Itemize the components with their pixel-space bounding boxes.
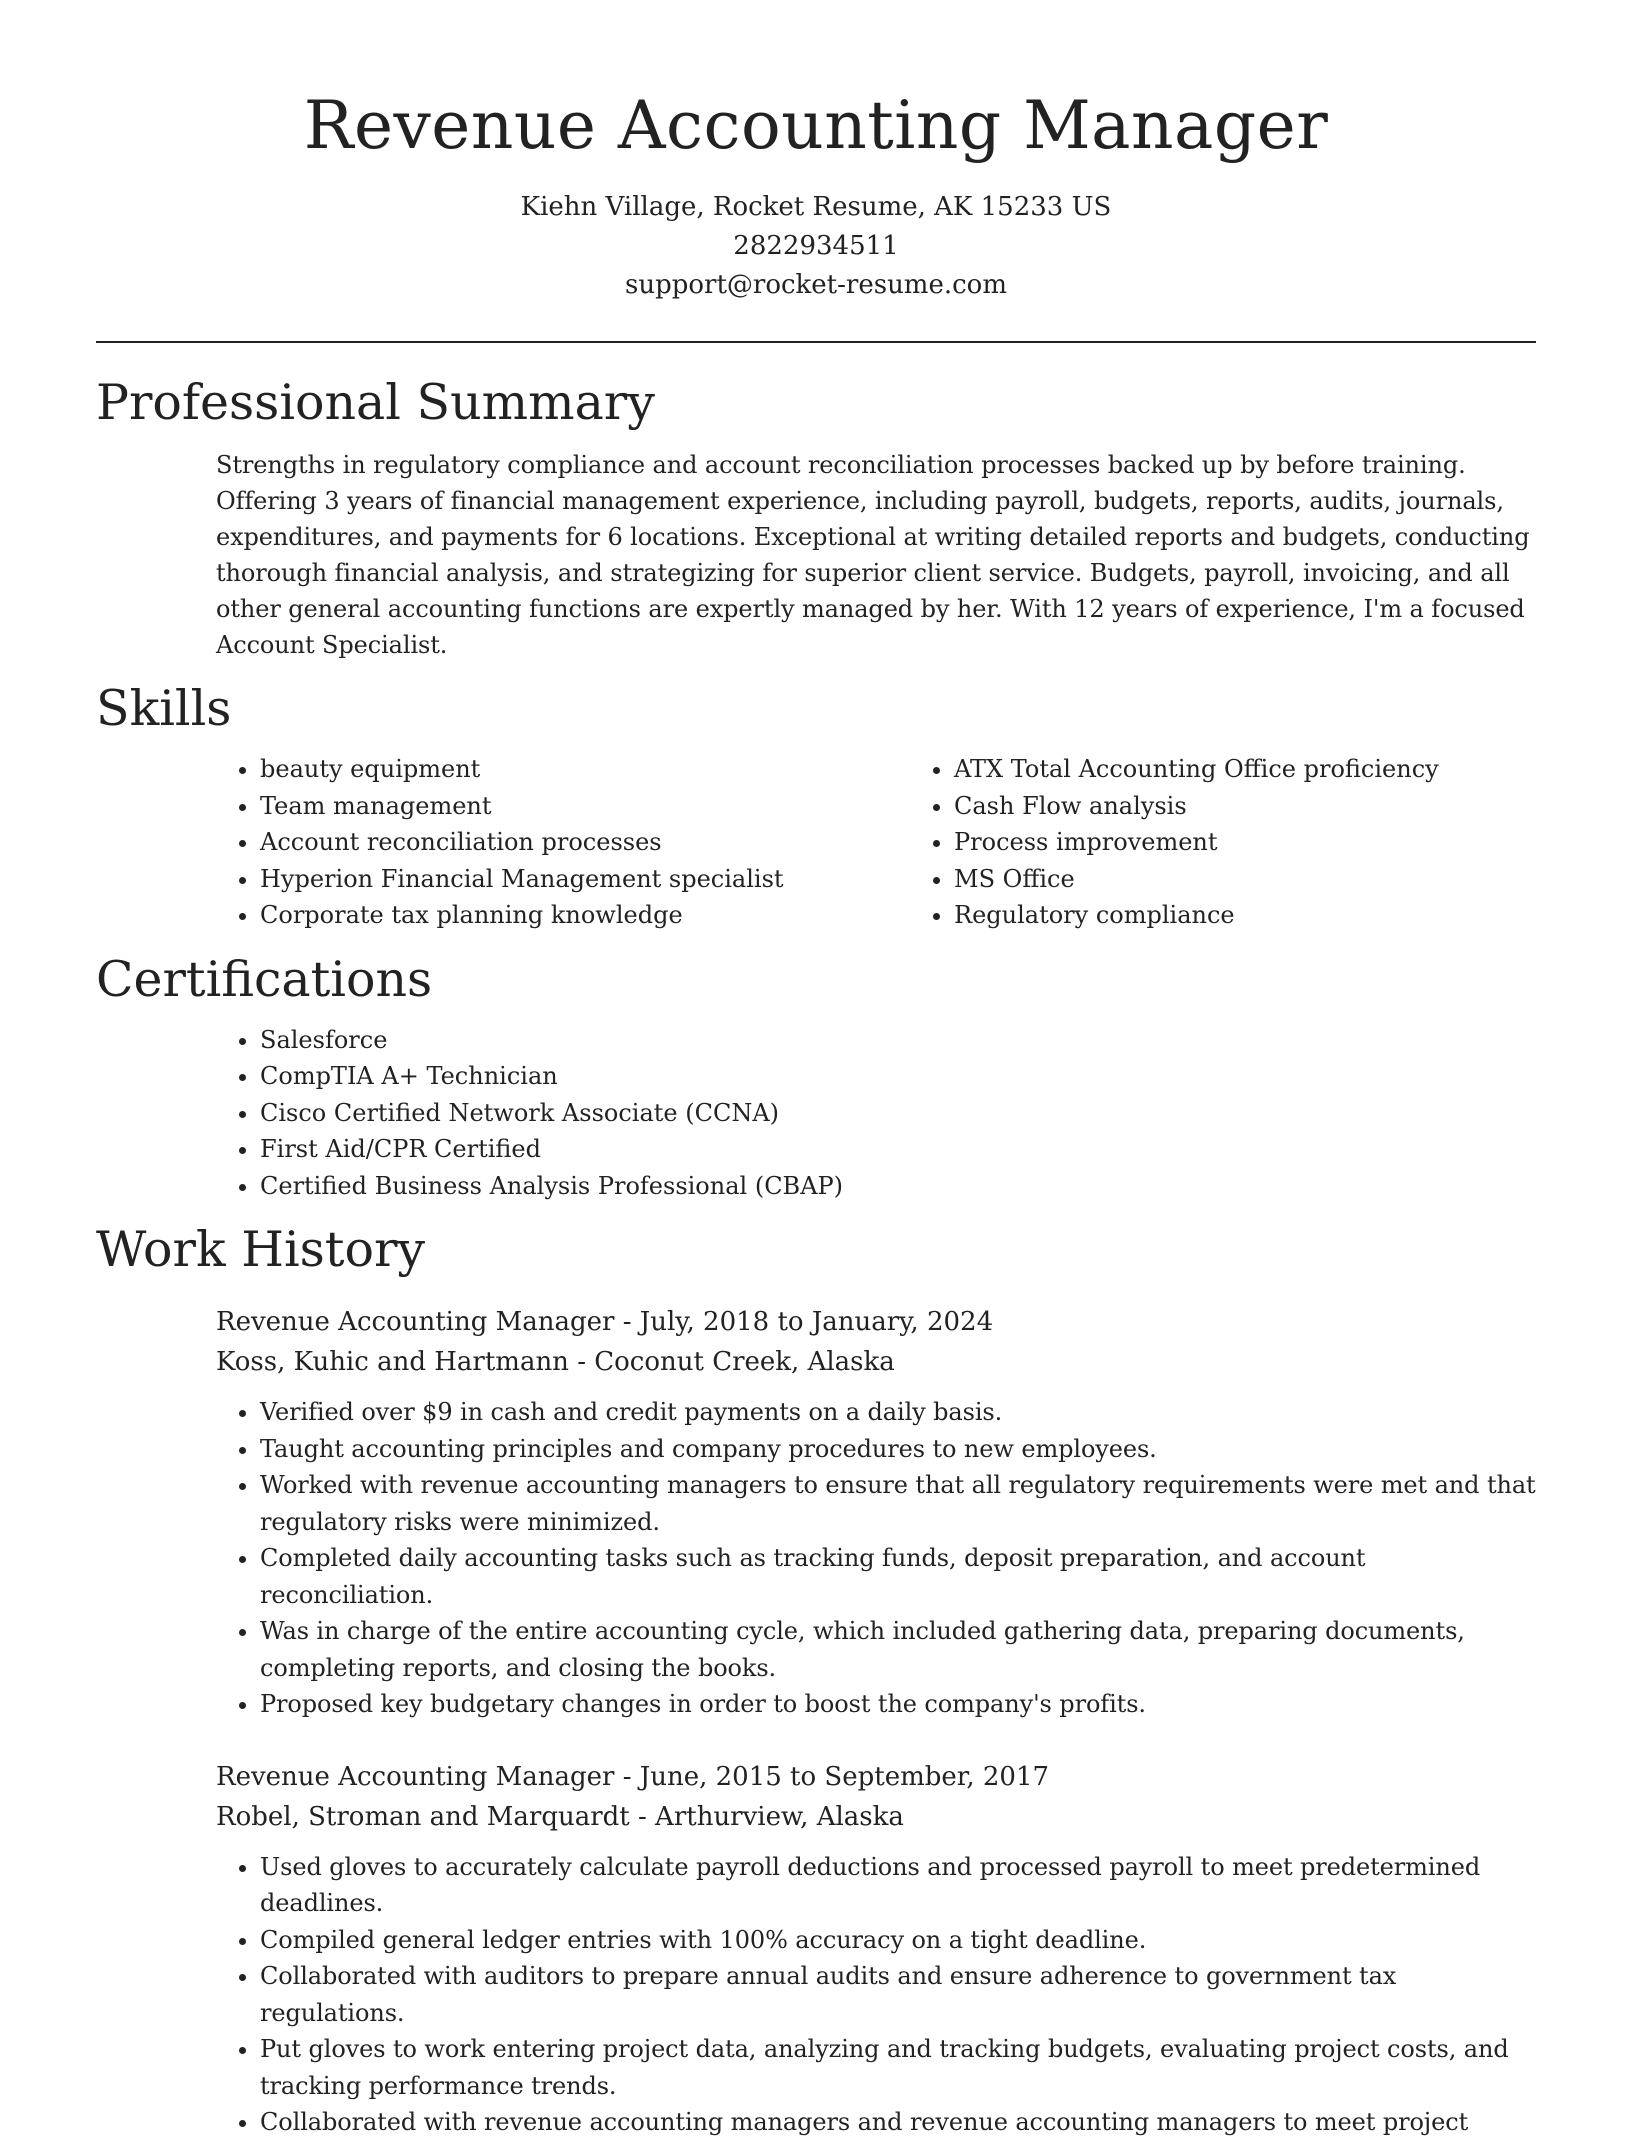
list-item: • Was in charge of the entire accounting cycle, which included gathering data, preparing documents, completing reports, and closing the books. bbox=[260, 1613, 1536, 1686]
certifications-list bbox=[216, 1022, 1536, 1205]
list-item: • beauty equipment bbox=[260, 751, 910, 788]
list-item: • Cash Flow analysis bbox=[954, 788, 1604, 825]
list-item: • Salesforce bbox=[260, 1022, 1536, 1059]
job-title-line: Revenue Accounting Manager - June, 2015 to September, 2017 bbox=[216, 1761, 1050, 1792]
list-item: • Proposed key budgetary changes in order to boost the company's profits. bbox=[260, 1686, 1536, 1723]
list-item: • Used gloves to accurately calculate payroll deductions and processed payroll to meet predetermined deadlines. bbox=[260, 1849, 1536, 1922]
contact-info bbox=[96, 188, 1536, 305]
job-title-line: Revenue Accounting Manager - July, 2018 to January, 2024 bbox=[216, 1307, 994, 1337]
list-item: • ATX Total Accounting Office proficiency bbox=[954, 751, 1604, 788]
list-item: • Collaborated with auditors to prepare annual audits and ensure adherence to government tax regulations. bbox=[260, 1958, 1536, 2031]
skills-list-left bbox=[216, 751, 910, 934]
work-history-section bbox=[96, 1218, 1536, 2141]
list-item: • Process improvement bbox=[954, 824, 1604, 861]
list-item: • Compiled general ledger entries with 100% accuracy on a tight deadline. bbox=[260, 1922, 1536, 1959]
list-item: • Put gloves to work entering project data, analyzing and tracking budgets, evaluating project costs, and tracking performance trends. bbox=[260, 2031, 1536, 2104]
list-item: • Verified over $9 in cash and credit payments on a daily basis. bbox=[260, 1394, 1536, 1431]
certifications-section bbox=[96, 948, 1536, 1205]
list-item: • Account reconciliation processes bbox=[260, 824, 910, 861]
list-item: • Corporate tax planning knowledge bbox=[260, 897, 910, 934]
list-item: • Collaborated with revenue accounting managers and revenue accounting managers to meet project bbox=[260, 2104, 1536, 2141]
skills-heading: Skills bbox=[96, 680, 232, 737]
job-bullets bbox=[216, 1849, 1536, 2141]
list-item: • CompTIA A+ Technician bbox=[260, 1058, 1536, 1095]
list-item: • MS Office bbox=[954, 861, 1604, 898]
job-entry bbox=[216, 1757, 1536, 2141]
work-history-heading: Work History bbox=[96, 1221, 426, 1278]
skills-section bbox=[96, 677, 1536, 934]
list-item: • Hyperion Financial Management specialist bbox=[260, 861, 910, 898]
summary-heading: Professional Summary bbox=[96, 374, 655, 431]
summary-text: Strengths in regulatory compliance and account reconciliation processes backed up by before training. Offering 3 years of financial management experience, including payroll, budgets, reports, audits, journals, expenditures, and payments for 6 locations. Exceptional at writing detailed reports and budgets, conducting thorough financial analysis, and strategizing for superior client service. Budgets, payroll, invoicing, and all other general accounting functions are expertly managed by her. With 12 years of experience, I'm a focused Account Specialist. bbox=[216, 451, 1530, 659]
list-item: • Taught accounting principles and company procedures to new employees. bbox=[260, 1431, 1536, 1468]
header-divider bbox=[96, 341, 1536, 343]
contact-phone: 2822934511 bbox=[733, 231, 899, 261]
list-item: • Certified Business Analysis Professional (CBAP) bbox=[260, 1168, 1536, 1205]
skills-list-right bbox=[910, 751, 1604, 934]
list-item: • Cisco Certified Network Associate (CCNA) bbox=[260, 1095, 1536, 1132]
summary-section bbox=[96, 371, 1536, 663]
list-item: • Regulatory compliance bbox=[954, 897, 1604, 934]
resume-page bbox=[96, 0, 1536, 2141]
certifications-heading: Certifications bbox=[96, 950, 433, 1008]
contact-email: support@rocket-resume.com bbox=[624, 270, 1007, 300]
list-item: • Worked with revenue accounting managers to ensure that all regulatory requirements were met and that regulatory risks were minimized. bbox=[260, 1467, 1536, 1540]
job-entry bbox=[216, 1302, 1536, 1723]
contact-address: Kiehn Village, Rocket Resume, AK 15233 US bbox=[520, 192, 1112, 222]
job-bullets bbox=[216, 1394, 1536, 1723]
resume-header bbox=[96, 86, 1536, 305]
job-company-line: Koss, Kuhic and Hartmann - Coconut Creek, Alaska bbox=[216, 1347, 895, 1377]
page-title: Revenue Accounting Manager bbox=[303, 87, 1329, 164]
list-item: • First Aid/CPR Certified bbox=[260, 1131, 1536, 1168]
list-item: • Completed daily accounting tasks such as tracking funds, deposit preparation, and account reconciliation. bbox=[260, 1540, 1536, 1613]
list-item: • Team management bbox=[260, 788, 910, 825]
job-company-line: Robel, Stroman and Marquardt - Arthurview, Alaska bbox=[216, 1801, 904, 1832]
skills-columns bbox=[216, 751, 1536, 934]
